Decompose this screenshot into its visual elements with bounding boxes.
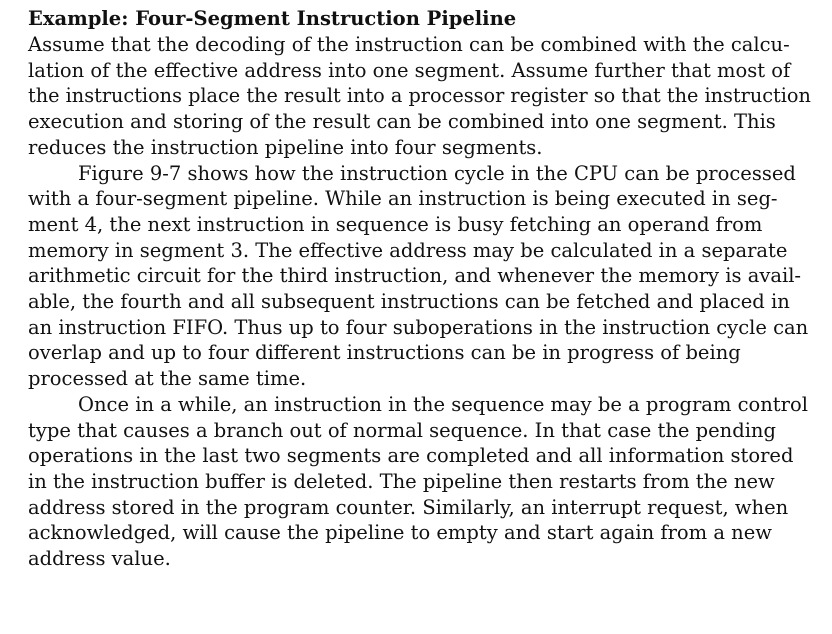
text-line: able, the fourth and all subsequent instructions can be fetched and placed in (28, 290, 790, 314)
text-line: ment 4, the next instruction in sequence is busy fetching an operand from (28, 212, 763, 236)
text-line: arithmetic circuit for the third instruction, and whenever the memory is avail- (28, 264, 802, 288)
text-line: lation of the effective address into one segment. Assume further that most of (28, 58, 791, 82)
text-line: execution and storing of the result can be combined into one segment. This (28, 110, 776, 134)
text-line: reduces the instruction pipeline into four segments. (28, 135, 543, 159)
text-line: with a four-segment pipeline. While an instruction is being executed in seg- (28, 187, 778, 211)
paragraph-2 (28, 161, 818, 392)
text-line: processed at the same time. (28, 367, 307, 391)
text-line: acknowledged, will cause the pipeline to empty and start again from a new (28, 521, 772, 545)
paragraph-3 (28, 392, 818, 572)
text-line: overlap and up to four different instructions can be in progress of being (28, 341, 741, 365)
text-line: memory in segment 3. The effective address may be calculated in a separate (28, 238, 788, 262)
text-line: operations in the last two segments are completed and all information stored (28, 444, 794, 468)
text-line: in the instruction buffer is deleted. The pipeline then restarts from the new (28, 469, 775, 493)
text-line: Figure 9-7 shows how the instruction cycle in the CPU can be processed (78, 161, 796, 185)
section-heading: Example: Four-Segment Instruction Pipeline (28, 7, 517, 30)
text-line: the instructions place the result into a processor register so that the instruction (28, 84, 811, 108)
paragraph-1 (28, 32, 818, 161)
document-page (28, 6, 818, 572)
text-line: an instruction FIFO. Thus up to four suboperations in the instruction cycle can (28, 315, 809, 339)
text-line: address stored in the program counter. Similarly, an interrupt request, when (28, 495, 789, 519)
text-line: type that causes a branch out of normal sequence. In that case the pending (28, 418, 776, 442)
text-line: Assume that the decoding of the instruction can be combined with the calcu- (28, 33, 790, 56)
text-line: Once in a while, an instruction in the sequence may be a program control (78, 392, 808, 416)
text-line: address value. (28, 547, 171, 571)
